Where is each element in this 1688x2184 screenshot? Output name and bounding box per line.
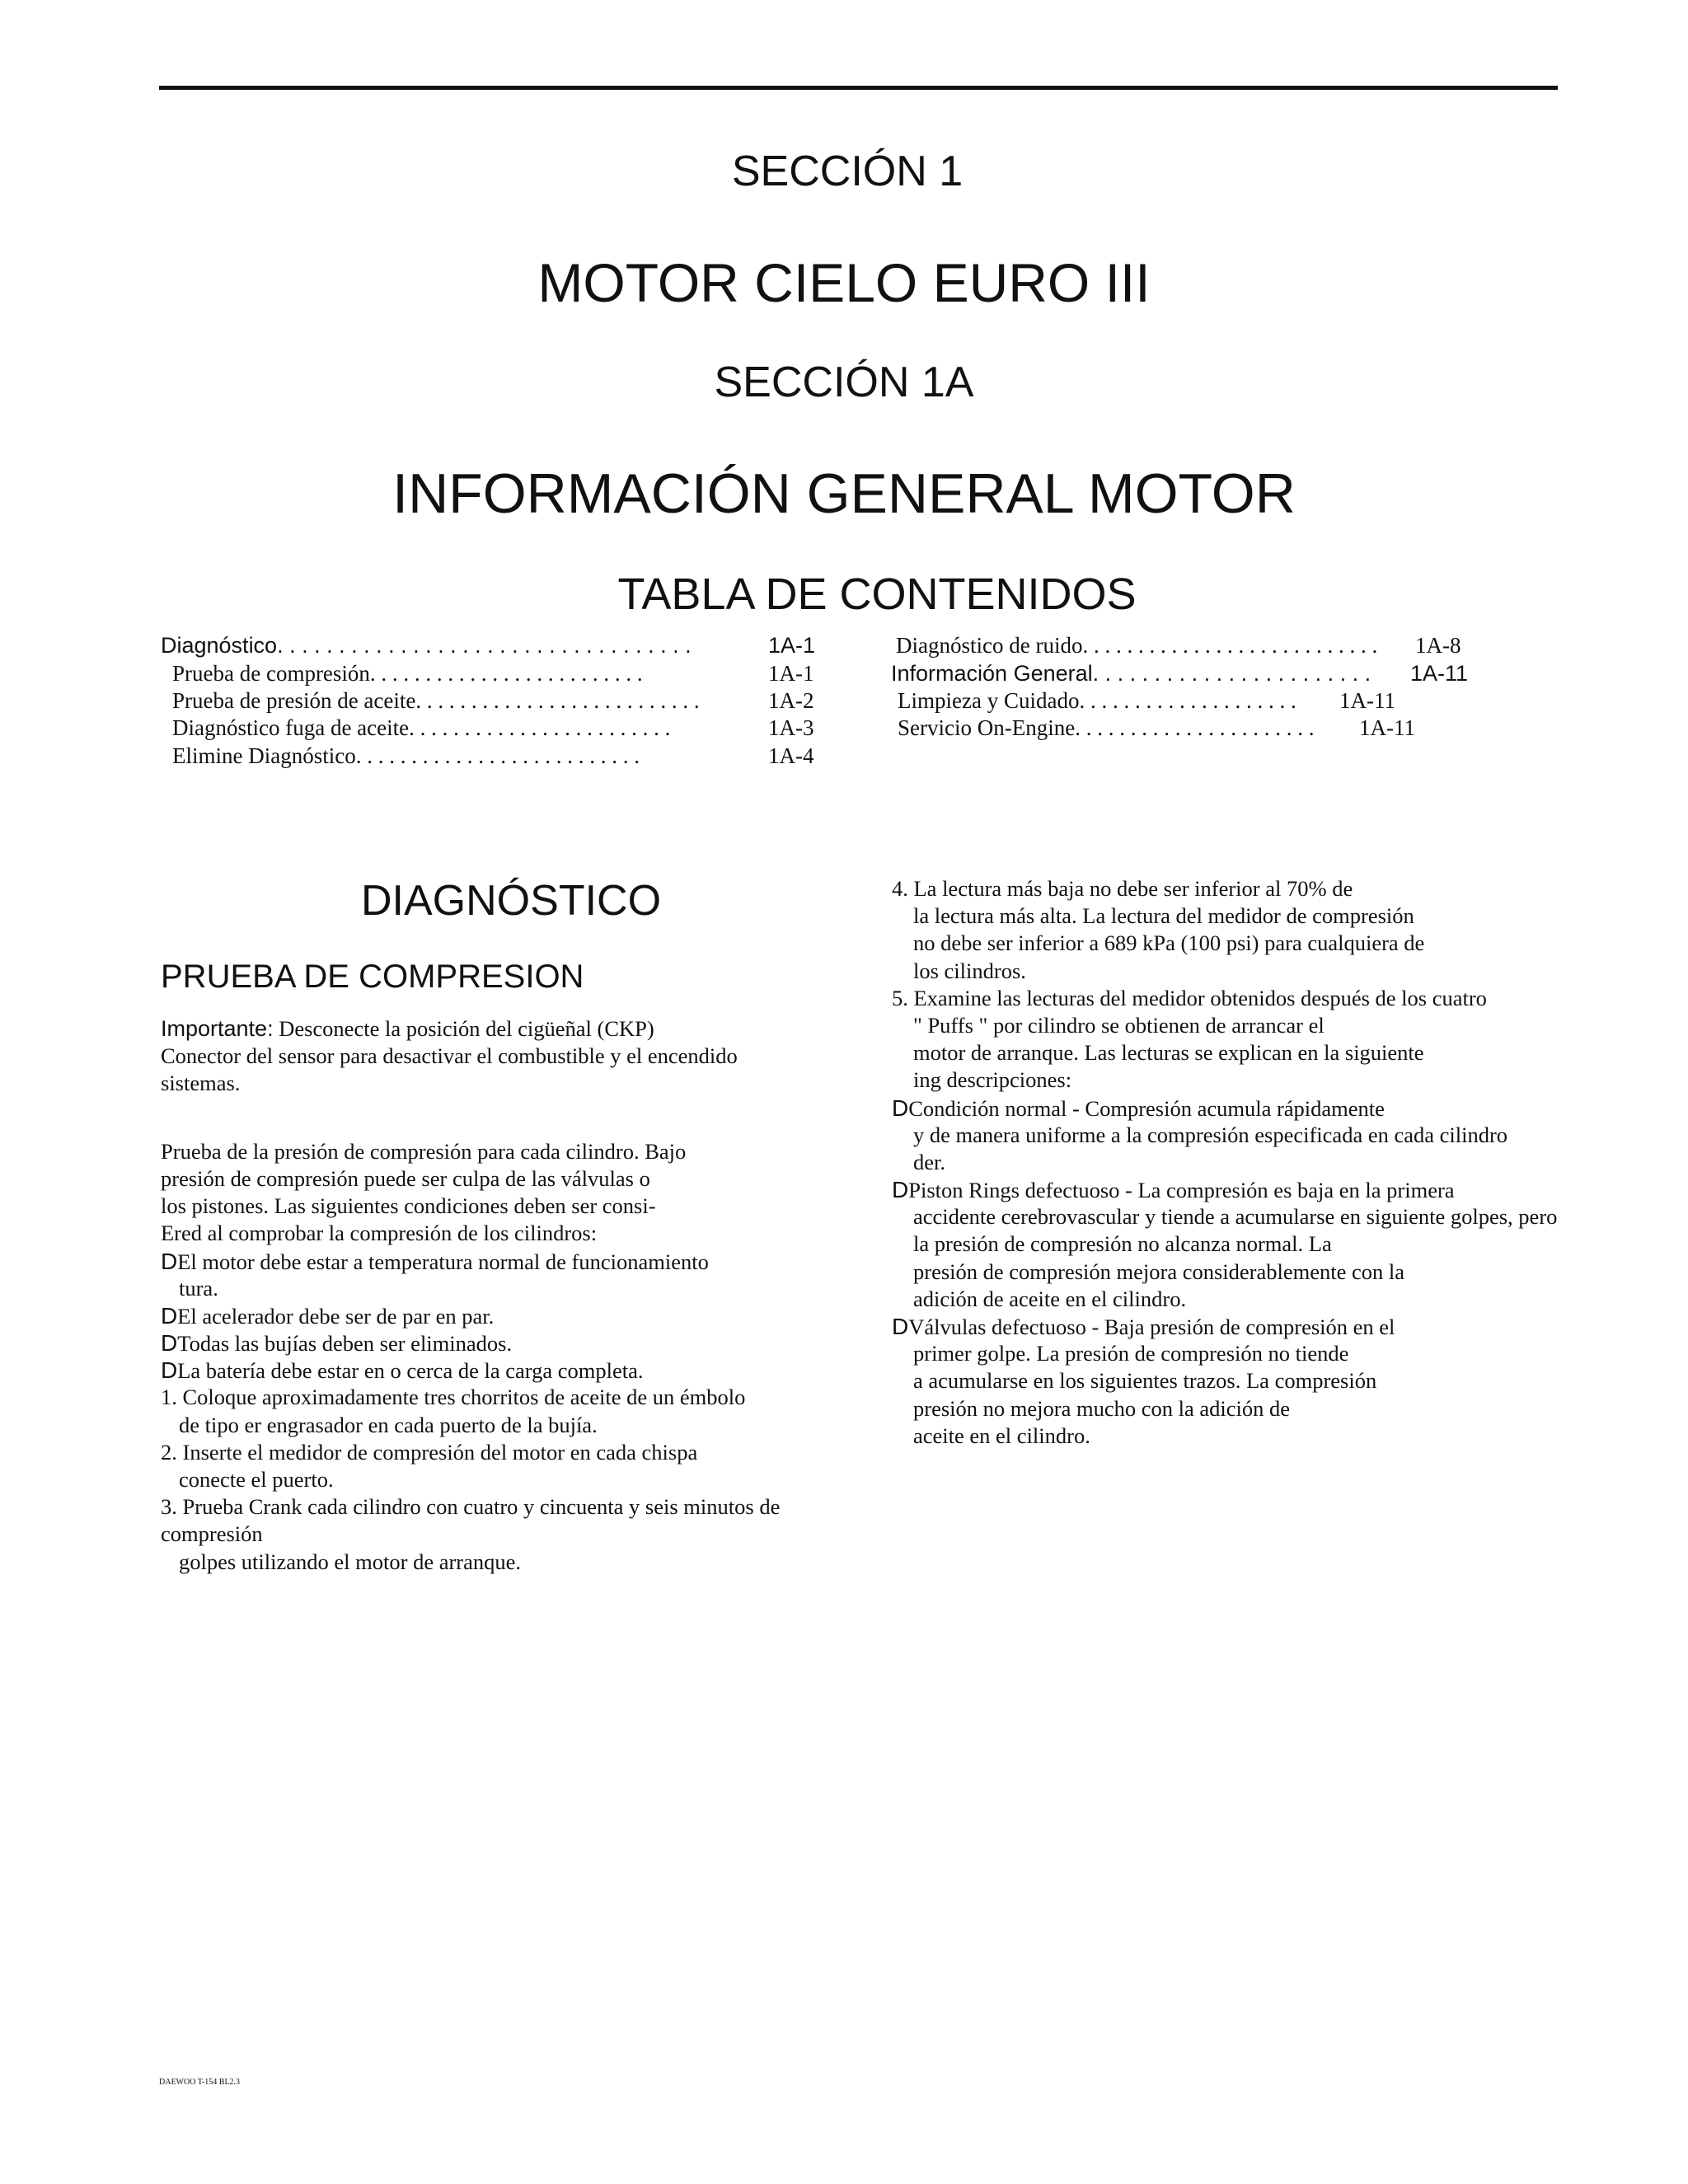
- toc-entry-page: 1A-11: [1339, 688, 1395, 713]
- step-item-continuation: motor de arranque. Las lecturas se explican en la siguiente: [913, 1040, 1424, 1066]
- step-item: 4. La lectura más baja no debe ser inferior al 70% de: [892, 876, 1353, 901]
- reading-item-continuation: adición de aceite en el cilindro.: [913, 1286, 1187, 1311]
- toc-entry-prueba-presion-aceite[interactable]: [172, 688, 832, 716]
- step-item-continuation: " Puffs " por cilindro se obtienen de arrancar el: [913, 1012, 1325, 1038]
- reading-item-continuation: presión no mejora mucho con la adición de: [913, 1395, 1290, 1421]
- condition-item: DLa batería debe estar en o cerca de la carga completa.: [161, 1357, 644, 1384]
- toc-entry-page: 1A-1: [768, 661, 814, 686]
- toc-entry-page: 1A-1: [768, 633, 816, 658]
- toc-entry-label: Limpieza y Cuidado. . . . . . . . . . . . . . . . . . . .: [898, 688, 1296, 713]
- step-item-continuation: los cilindros.: [913, 958, 1026, 983]
- toc-entry-page: 1A-2: [768, 688, 814, 713]
- step-item: 2. Inserte el medidor de compresión del motor en cada chispa: [161, 1439, 698, 1465]
- reading-item-continuation: y de manera uniforme a la compresión especificada en cada cilindro: [913, 1122, 1508, 1147]
- toc-entry-diagnostico[interactable]: [161, 633, 820, 661]
- step-item-continuation: no debe ser inferior a 689 kPa (100 psi) para cualquiera de: [913, 930, 1425, 956]
- toc-entry-label: Elimine Diagnóstico. . . . . . . . . . . . . . . . . . . . . . . . . .: [172, 743, 640, 768]
- paragraph-line: presión de compresión puede ser culpa de las válvulas o: [161, 1165, 650, 1191]
- bullet-mark: D: [892, 1177, 909, 1203]
- right-column-body: [892, 875, 1557, 1450]
- bullet-mark: D: [892, 1314, 909, 1339]
- reading-item: DPiston Rings defectuoso - La compresión es baja en la primera: [892, 1177, 1455, 1203]
- step-item-continuation: la lectura más alta. La lectura del medidor de compresión: [913, 903, 1414, 929]
- important-note-line: Importante: Desconecte la posición del cigüeñal (CKP): [161, 1016, 654, 1041]
- bullet-mark: D: [892, 1094, 909, 1121]
- toc-entry-label: Servicio On-Engine. . . . . . . . . . . . . . . . . . . . . .: [898, 715, 1315, 740]
- toc-entry-label: Información General. . . . . . . . . . . . . . . . . . . . . . .: [891, 661, 1372, 686]
- step-item: 3. Prueba Crank cada cilindro con cuatro y cincuenta y seis minutos de: [161, 1494, 781, 1520]
- paragraph-line: Prueba de la presión de compresión para cada cilindro. Bajo: [161, 1138, 687, 1164]
- step-item-continuation: compresión: [161, 1521, 263, 1547]
- toc-entry-page: 1A-11: [1359, 715, 1415, 740]
- blank-line: [161, 1098, 780, 1125]
- toc-entry-prueba-compresion[interactable]: [172, 661, 832, 689]
- reading-item-continuation: der.: [913, 1149, 945, 1174]
- toc-entry-label: Diagnóstico de ruido. . . . . . . . . . . . . . . . . . . . . . . . . . .: [896, 633, 1378, 658]
- paragraph-line: los pistones. Las siguientes condiciones deben ser consi-: [161, 1193, 656, 1219]
- toc-heading: TABLA DE CONTENIDOS: [617, 569, 1137, 619]
- step-item-continuation: golpes utilizando el motor de arranque.: [179, 1549, 522, 1574]
- condition-item: DEl acelerador debe ser de par en par.: [161, 1302, 495, 1329]
- condition-item: DEl motor debe estar a temperatura normal de funcionamiento: [161, 1248, 709, 1274]
- step-item: 5. Examine las lecturas del medidor obtenidos después de los cuatro: [892, 985, 1487, 1010]
- footer-code: DAEWOO T-154 BL2.3: [159, 2078, 241, 2087]
- section-number: SECCIÓN 1: [731, 148, 964, 195]
- toc-entry-label: Prueba de compresión. . . . . . . . . . . . . . . . . . . . . . . . .: [172, 661, 643, 686]
- subsection-number: SECCIÓN 1A: [714, 359, 974, 406]
- paragraph-line: Ered al comprobar la compresión de los cilindros:: [161, 1221, 598, 1246]
- important-note-line: sistemas.: [161, 1071, 241, 1096]
- prueba-compresion-heading: PRUEBA DE COMPRESION: [161, 958, 584, 995]
- toc-entry-label: Diagnóstico. . . . . . . . . . . . . . . . . . . . . . . . . . . . . . . . . .: [161, 633, 692, 658]
- important-note-line: Conector del sensor para desactivar el combustible y el encendido: [161, 1043, 738, 1069]
- reading-item-continuation: a acumularse en los siguientes trazos. La compresión: [913, 1368, 1377, 1394]
- step-item: 1. Coloque aproximadamente tres chorritos de aceite de un émbolo: [161, 1385, 746, 1410]
- bullet-mark: D: [161, 1248, 178, 1274]
- bullet-mark: D: [161, 1357, 178, 1384]
- condition-item-continuation: tura.: [179, 1275, 218, 1301]
- reading-item-continuation: accidente cerebrovascular y tiende a acumularse en siguiente golpes, pero: [913, 1204, 1558, 1230]
- blank-line: [161, 1125, 780, 1138]
- toc-entry-label: Diagnóstico fuga de aceite. . . . . . . . . . . . . . . . . . . . . . . .: [172, 715, 671, 740]
- bullet-mark: D: [161, 1330, 178, 1357]
- toc-entry-page: 1A-8: [1415, 633, 1461, 658]
- reading-item-continuation: la presión de compresión no alcanza normal. La: [913, 1231, 1332, 1257]
- step-item-continuation: de tipo er engrasador en cada puerto de la bujía.: [179, 1412, 598, 1437]
- toc-entry-page: 1A-11: [1410, 661, 1469, 686]
- toc-entry-label: Prueba de presión de aceite. . . . . . . . . . . . . . . . . . . . . . . . . .: [172, 688, 700, 713]
- diagnostico-heading: DIAGNÓSTICO: [361, 877, 662, 925]
- step-item-continuation: ing descripciones:: [913, 1067, 1072, 1093]
- engine-title: MOTOR CIELO EURO III: [537, 252, 1151, 313]
- reading-item: DVálvulas defectuoso - Baja presión de compresión en el: [892, 1314, 1395, 1339]
- top-rule: [159, 86, 1558, 90]
- important-label: Importante:: [161, 1016, 274, 1041]
- left-column-body: [161, 1015, 780, 1576]
- step-item-continuation: conecte el puerto.: [179, 1467, 334, 1492]
- toc-entry-page: 1A-3: [768, 715, 814, 740]
- toc-entry-elimine-diagnostico[interactable]: [172, 743, 832, 771]
- chapter-title: INFORMACIÓN GENERAL MOTOR: [392, 462, 1296, 525]
- reading-item-continuation: aceite en el cilindro.: [913, 1422, 1090, 1448]
- reading-item-continuation: primer golpe. La presión de compresión no tiende: [913, 1341, 1349, 1366]
- bullet-mark: D: [161, 1302, 178, 1329]
- condition-item: DTodas las bujías deben ser eliminados.: [161, 1330, 513, 1357]
- reading-item-continuation: presión de compresión mejora considerablemente con la: [913, 1258, 1405, 1284]
- toc-entry-fuga-aceite[interactable]: [172, 715, 832, 743]
- reading-item: DCondición normal - Compresión acumula rápidamente: [892, 1094, 1385, 1121]
- toc-entry-page: 1A-4: [768, 743, 814, 768]
